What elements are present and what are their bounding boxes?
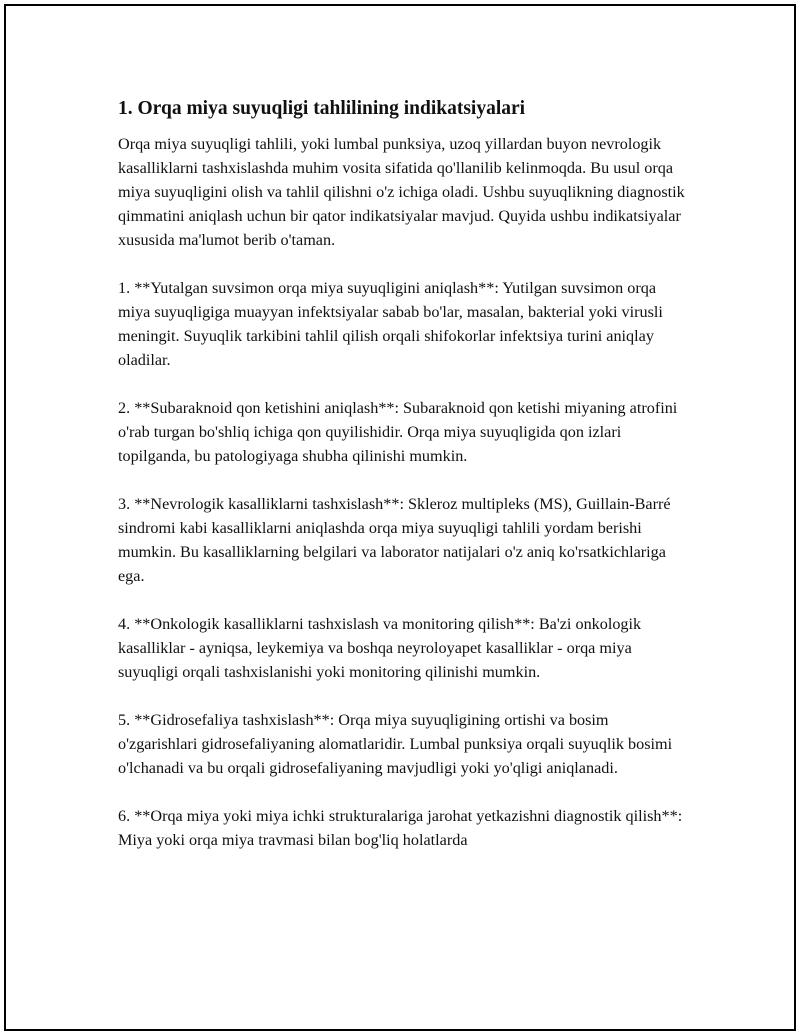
indication-item-3: 3. **Nevrologik kasalliklarni tashxislash**: Skleroz multipleks (MS), Guillain-Barré sindromi kabi kasalliklarni aniqlashda orqa miya suyuqligi tahlili yordam berishi mumkin. Bu kasalliklarning belgilari va laborator natijalari o'z aniq ko'rsatkichlariga ega. xyxy=(118,495,671,585)
intro-paragraph: Orqa miya suyuqligi tahlili, yoki lumbal punksiya, uzoq yillardan buyon nevrologik kasalliklarni tashxislashda muhim vosita sifatida qo'llanilib kelinmoqda. Bu usul orqa miya suyuqligini olish va tahlil qilishni o'z ichiga oladi. Ushbu suyuqlikning diagnostik qimmatini aniqlash uchun bir qator indikatsiyalar mavjud. Quyida ushbu indikatsiyalar xususida ma'lumot berib o'taman. xyxy=(118,135,685,249)
indication-item-1: 1. **Yutalgan suvsimon orqa miya suyuqligini aniqlash**: Yutilgan suvsimon orqa miya suyuqligiga muayyan infektsiyalar sabab bo'lar, masalan, bakterial yoki virusli meningit. Suyuqlik tarkibini tahlil qilish orqali shifokorlar infektsiya turini aniqlay oladilar. xyxy=(118,279,663,369)
indication-item-5: 5. **Gidrosefaliya tashxislash**: Orqa miya suyuqligining ortishi va bosim o'zgarishlari gidrosefaliyaning alomatlaridir. Lumbal punksiya orqali suyuqlik bosimi o'lchanadi va bu orqali gidrosefaliyaning mavjudligi yoki yo'qligi aniqlanadi. xyxy=(118,711,673,777)
document-body xyxy=(118,96,688,876)
indication-item-6: 6. **Orqa miya yoki miya ichki strukturalariga jarohat yetkazishni diagnostik qilish**: Miya yoki orqa miya travmasi bilan bog'liq holatlarda xyxy=(118,807,683,849)
section-heading: 1. Orqa miya suyuqligi tahlilining indikatsiyalari xyxy=(118,98,526,119)
indication-item-2: 2. **Subaraknoid qon ketishini aniqlash**: Subaraknoid qon ketishi miyaning atrofini o'rab turgan bo'shliq ichiga qon quyilishidir. Orqa miya suyuqligida qon izlari topilganda, bu patologiyaga shubha qilinishi mumkin. xyxy=(118,399,678,465)
indication-item-4: 4. **Onkologik kasalliklarni tashxislash va monitoring qilish**: Ba'zi onkologik kasalliklar - ayniqsa, leykemiya va boshqa neyroloyapet kasalliklar - orqa miya suyuqligi orqali tashxislanishi yoki monitoring qilinishi mumkin. xyxy=(118,615,642,681)
